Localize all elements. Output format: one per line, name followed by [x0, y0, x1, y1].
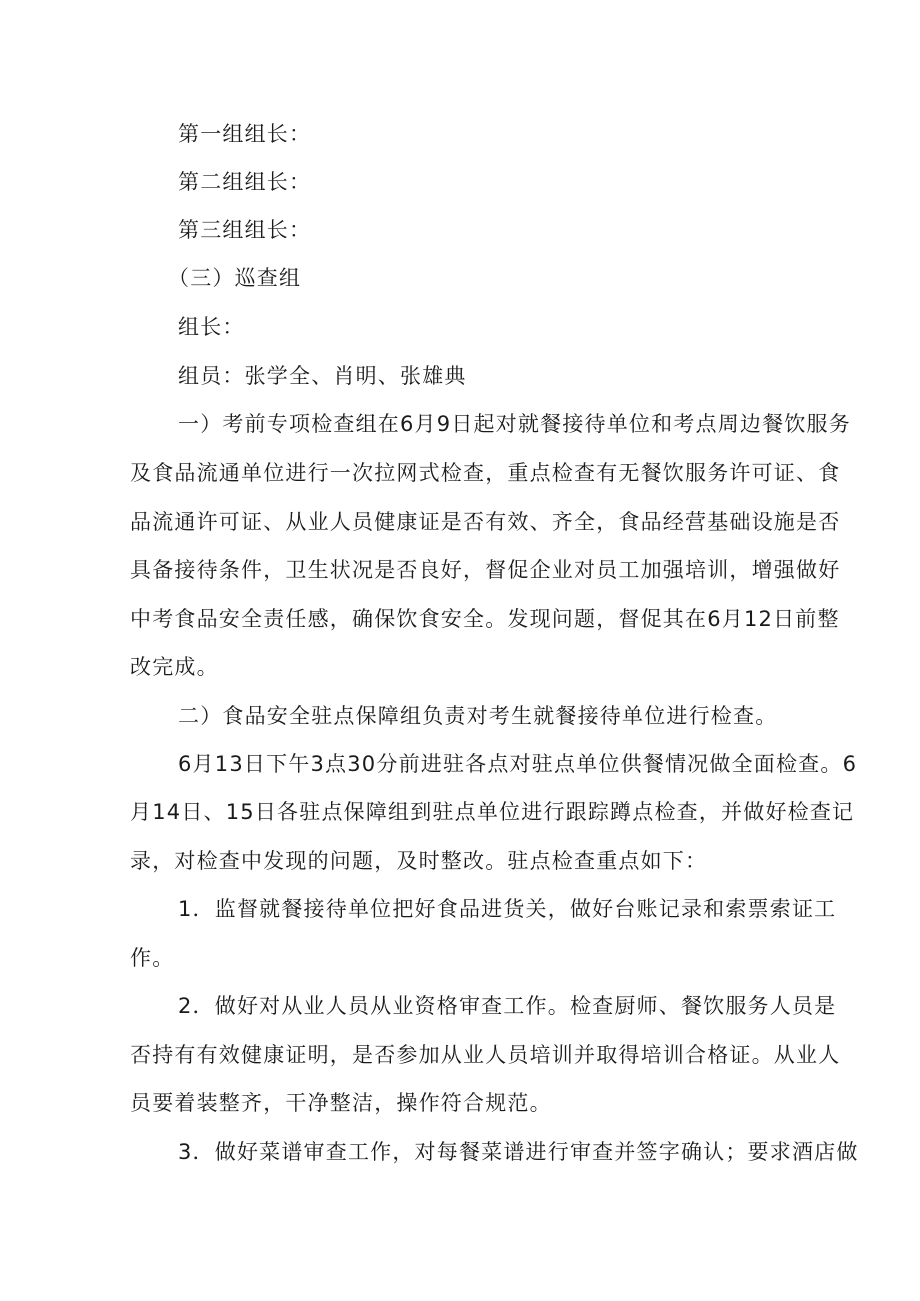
section-1-line: 一）考前专项检查组在6月9日起对就餐接待单位和考点周边餐饮服务 [178, 412, 851, 436]
group-3-leader: 第三组组长： [178, 218, 312, 242]
patrol-leader: 组长： [178, 315, 245, 339]
section-2-line: 月14日、15日各驻点保障组到驻点单位进行跟踪蹲点检查，并做好检查记 [130, 800, 855, 824]
item-1-line: 作。 [130, 946, 175, 970]
item-2-line: 2．做好对从业人员从业资格审查工作。检查厨师、餐饮服务人员是 [178, 994, 837, 1018]
group-1-leader: 第一组组长： [178, 122, 312, 146]
item-2-line: 否持有有效健康证明，是否参加从业人员培训并取得培训合格证。从业人 [130, 1043, 841, 1067]
section-1-line: 及食品流通单位进行一次拉网式检查，重点检查有无餐饮服务许可证、食 [130, 461, 841, 485]
section-2-intro: 二）食品安全驻点保障组负责对考生就餐接待单位进行检查。 [178, 704, 778, 728]
section-1-line: 中考食品安全责任感，确保饮食安全。发现问题，督促其在6月12日前整 [130, 607, 840, 631]
item-2-line: 员要着装整齐，干净整洁，操作符合规范。 [130, 1091, 552, 1115]
section-2-line: 录，对检查中发现的问题，及时整改。驻点检查重点如下： [130, 849, 708, 873]
patrol-members: 组员：张学全、肖明、张雄典 [178, 364, 467, 388]
section-2-line: 6月13日下午3点30分前进驻各点对驻点单位供餐情况做全面检查。6 [178, 752, 858, 776]
group-2-leader: 第二组组长： [178, 170, 312, 194]
section-1-line: 改完成。 [130, 655, 219, 679]
item-3-line: 3．做好菜谱审查工作，对每餐菜谱进行审查并签字确认；要求酒店做 [178, 1140, 859, 1164]
section-1-line: 品流通许可证、从业人员健康证是否有效、齐全，食品经营基础设施是否 [130, 510, 841, 534]
item-1-line: 1．监督就餐接待单位把好食品进货关，做好台账记录和索票索证工 [178, 897, 837, 921]
section-1-line: 具备接待条件，卫生状况是否良好，督促企业对员工加强培训，增强做好 [130, 558, 841, 582]
patrol-group-heading: （三）巡查组 [168, 266, 302, 290]
